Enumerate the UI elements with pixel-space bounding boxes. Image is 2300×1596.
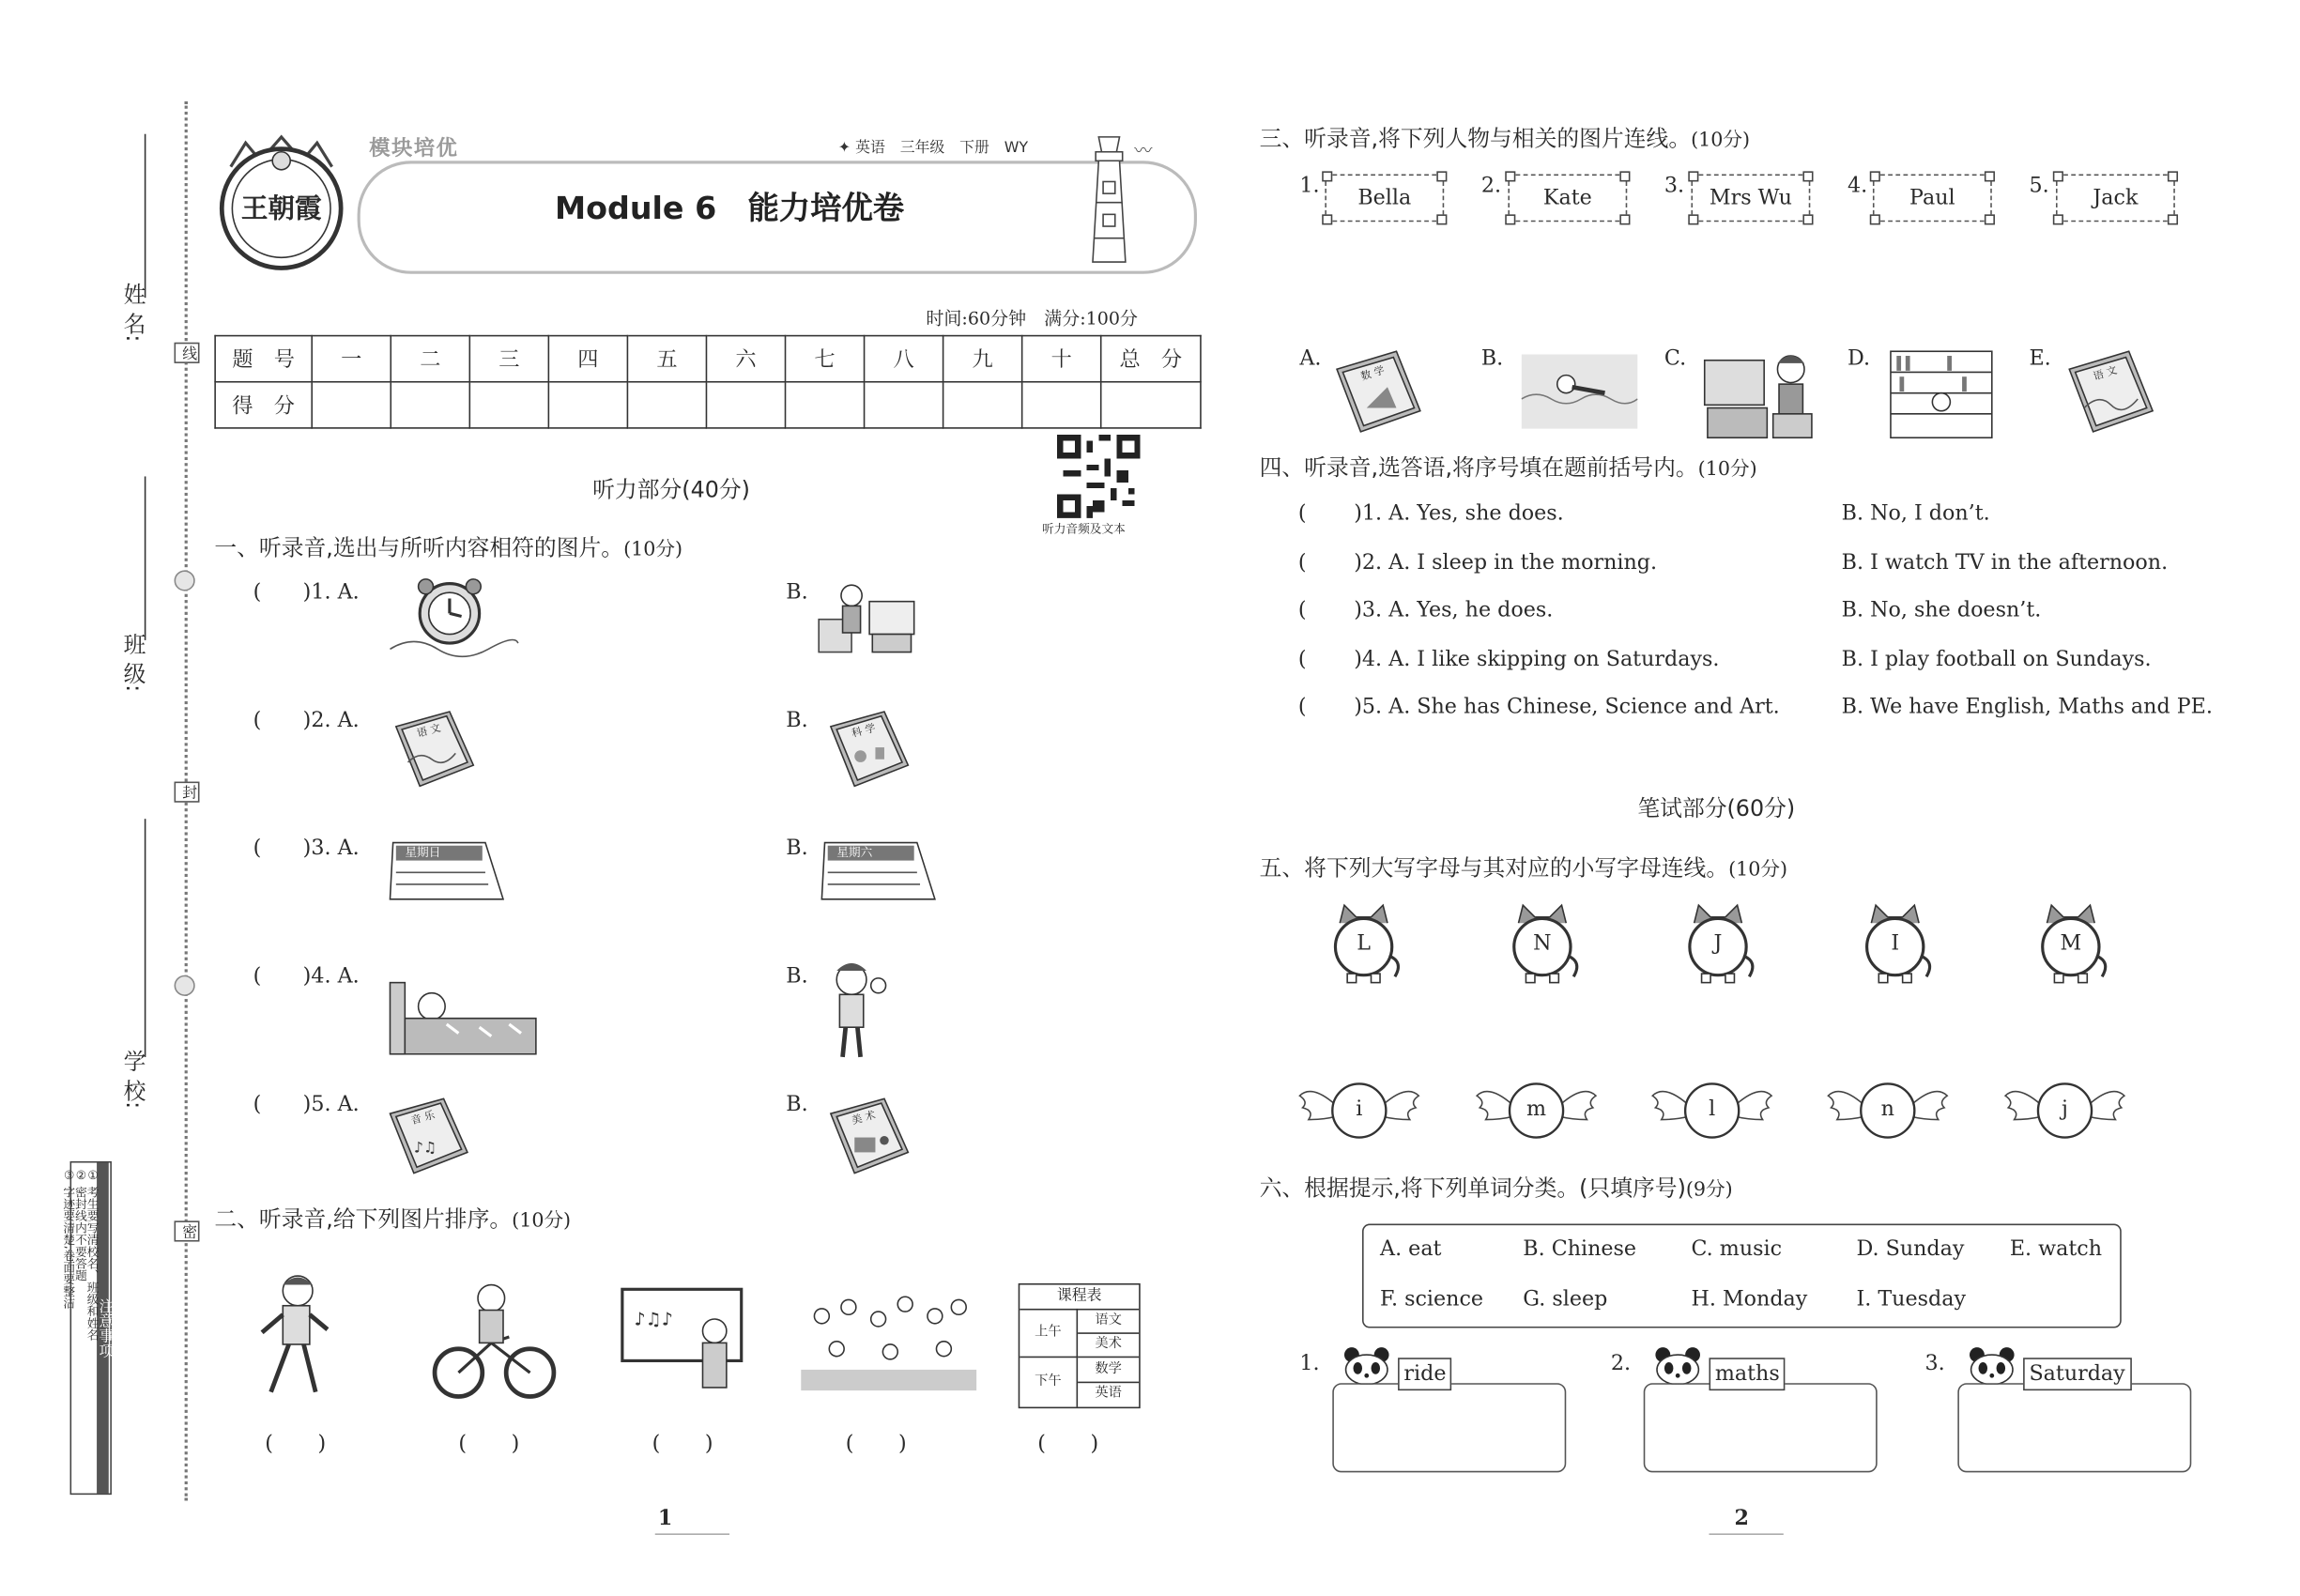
answer-paren[interactable]: ( )1. A. (253, 580, 360, 605)
answer-paren[interactable]: ( )3. A. (253, 836, 360, 861)
picture-letter: C. (1664, 346, 1687, 371)
score-cell: 六 (706, 336, 785, 382)
binding-hole (175, 975, 195, 996)
calendar-label: 星期日 (405, 845, 441, 860)
answer-paren[interactable]: ( )4. A. (253, 964, 360, 989)
item-number: 5. (1361, 695, 1383, 719)
page-number (658, 1507, 672, 1530)
timetable-subject: 数学 (1078, 1358, 1139, 1383)
person-number: 5. (2029, 174, 2049, 198)
item-number: 4. (311, 964, 331, 989)
lowercase-letter: l (1709, 1097, 1716, 1122)
uppercase-letter: I (1891, 931, 1900, 957)
person-name-box[interactable] (1508, 175, 1627, 223)
class-label: 班 级: (120, 632, 147, 693)
school-label: 学 校: (120, 1049, 147, 1110)
sunday-calendar-picture (387, 836, 506, 905)
order-paren[interactable]: ( ) (458, 1432, 520, 1456)
notice-item: ③ 字迹要清楚,卷面要整洁 (62, 1168, 76, 1310)
timetable-subject: 美术 (1078, 1332, 1139, 1358)
uppercase-letter: J (1713, 931, 1723, 957)
lowercase-letter: i (1356, 1097, 1363, 1122)
person-name-box[interactable] (1325, 175, 1444, 223)
book-label: 科 学 (850, 722, 878, 741)
section-2-title (214, 1203, 571, 1234)
section-3-points: (10分) (1691, 129, 1751, 152)
score-cell: 九 (943, 336, 1022, 382)
lighthouse-icon (1083, 131, 1134, 269)
section-2-text: 二、听录音,给下列图片排序。 (214, 1205, 513, 1234)
score-cell: 五 (627, 336, 706, 382)
word-option: C. music (1691, 1236, 1783, 1262)
option-b: B. No, she doesn’t. (1841, 598, 2042, 622)
notice-item: ② 密封线内不要答题 (74, 1168, 88, 1281)
score-input[interactable] (706, 382, 785, 428)
section-5-points: (10分) (1728, 859, 1788, 882)
option-label: B. (786, 1092, 808, 1117)
saturday-calendar-picture (819, 836, 938, 905)
order-paren[interactable]: ( ) (1037, 1432, 1099, 1456)
series-name: 模块培优 (369, 136, 459, 161)
score-cell: 一 (312, 336, 391, 382)
person-name: Mrs Wu (1709, 186, 1792, 210)
item-number: 2. (1361, 550, 1383, 575)
running-boy-picture (250, 1273, 339, 1401)
person-name-box[interactable] (1691, 175, 1810, 223)
uppercase-cat[interactable] (2033, 902, 2108, 986)
panda-icon (1342, 1346, 1392, 1385)
class-line (145, 476, 146, 639)
option-b: B. I watch TV in the afternoon. (1841, 550, 2169, 575)
answer-paren[interactable]: ( )5. A. (253, 1092, 360, 1117)
book-label: 语 文 (2092, 364, 2119, 383)
answer-paren[interactable]: ( )4. A. I like skipping on Saturdays. (1297, 647, 1720, 672)
score-input[interactable] (312, 382, 391, 428)
uppercase-cat[interactable] (1326, 902, 1401, 986)
score-cell: 得 分 (215, 382, 312, 428)
playground-children-picture (801, 1286, 976, 1393)
uppercase-cat[interactable] (1505, 902, 1579, 986)
brand-name: 王朝霞 (240, 193, 322, 225)
section-5-title (1260, 852, 1787, 882)
item-number: 1. (1361, 501, 1383, 526)
section-6-points: (9分) (1685, 1178, 1733, 1202)
lowercase-winged[interactable] (1296, 1078, 1421, 1143)
answer-paren[interactable]: ( )1. A. Yes, she does. (1297, 501, 1564, 526)
score-cell: 八 (865, 336, 943, 382)
lowercase-winged[interactable] (1649, 1078, 1774, 1143)
uppercase-letter: M (2060, 931, 2082, 957)
sleeping-child-picture (387, 974, 539, 1057)
timetable-period: 下午 (1020, 1358, 1078, 1406)
section-6-title (1260, 1172, 1733, 1203)
word-option: D. Sunday (1856, 1236, 1965, 1262)
score-input[interactable] (1101, 382, 1201, 428)
option-label: A. (337, 708, 360, 733)
word-option: H. Monday (1691, 1287, 1808, 1312)
page-number-underline (655, 1533, 729, 1535)
book-label: 语 文 (415, 722, 442, 741)
order-paren[interactable]: ( ) (652, 1432, 713, 1456)
word-option: F. science (1380, 1287, 1484, 1312)
score-input[interactable] (548, 382, 627, 428)
page-number-text: 2 (1734, 1506, 1749, 1531)
option-a: A. Yes, she does. (1388, 501, 1564, 526)
computer-boy-picture[interactable] (1702, 348, 1818, 440)
person-name: Jack (2093, 186, 2139, 210)
panda-icon (1652, 1346, 1703, 1385)
uppercase-cat[interactable] (1680, 902, 1755, 986)
person-name: Paul (1909, 186, 1955, 210)
music-book-picture (381, 1096, 473, 1179)
option-label: A. (337, 964, 360, 989)
section-3-title (1260, 122, 1750, 153)
lowercase-letter: j (2062, 1097, 2068, 1122)
cut-char-seal: 封 (175, 782, 200, 803)
swimming-picture[interactable] (1522, 354, 1638, 428)
lowercase-winged[interactable] (1474, 1078, 1599, 1143)
section-1-points: (10分) (623, 539, 683, 561)
section-4-title (1260, 451, 1757, 482)
notice-title: 注意事项 (97, 1163, 109, 1494)
option-label: B. (786, 580, 808, 605)
science-book-picture (821, 709, 913, 792)
sparkle-icon: ✦ (837, 140, 856, 157)
item-number: 2. (311, 708, 331, 733)
timetable-period: 上午 (1020, 1309, 1078, 1358)
item-number: 3. (311, 836, 331, 861)
score-row-numbers (215, 336, 1201, 382)
boy-watching-tv-picture (816, 577, 920, 658)
score-input[interactable] (391, 382, 469, 428)
page-title: Module 6 能力培优卷 (554, 190, 905, 227)
category-answer-box[interactable] (1957, 1383, 2191, 1472)
category-hint: Saturday (2023, 1358, 2131, 1390)
score-input[interactable] (786, 382, 865, 428)
uppercase-letter: N (1533, 931, 1552, 957)
uppercase-cat[interactable] (1858, 902, 1932, 986)
person-name-box[interactable] (2056, 175, 2175, 223)
word-option: E. watch (2009, 1236, 2103, 1262)
order-paren[interactable]: ( ) (845, 1432, 907, 1456)
category-number: 3. (1924, 1351, 1945, 1376)
item-number: 5. (311, 1092, 331, 1117)
subject-line (838, 134, 1028, 157)
alarm-clock-picture (384, 575, 521, 661)
lowercase-winged[interactable] (1825, 1078, 1950, 1143)
answer-paren[interactable]: ( )2. A. I sleep in the morning. (1297, 550, 1658, 575)
picture-letter: D. (1847, 346, 1871, 371)
option-label: A. (337, 1092, 360, 1117)
category-answer-box[interactable] (1332, 1383, 1566, 1472)
option-b: B. We have English, Maths and PE. (1841, 695, 2213, 719)
section-4-text: 四、听录音,选答语,将序号填在题前括号内。 (1259, 453, 1698, 482)
name-line (145, 134, 146, 298)
panda-icon (1967, 1346, 2017, 1385)
timetable (1019, 1283, 1141, 1408)
book-label: 音 乐 (409, 1109, 437, 1128)
notice-item: ① 考生要写清校名、班级和姓名 (85, 1168, 100, 1342)
timetable-title: 课程表 (1020, 1285, 1139, 1311)
person-name: Kate (1542, 186, 1592, 210)
option-label: B. (786, 836, 808, 861)
option-a: A. Yes, he does. (1388, 598, 1554, 622)
option-b: B. I play football on Sundays. (1841, 647, 2152, 672)
score-row-scores (215, 382, 1201, 428)
word-option: G. sleep (1523, 1287, 1608, 1312)
cut-char-tight: 密 (175, 1220, 200, 1241)
score-cell: 四 (548, 336, 627, 382)
book-label: 美 术 (850, 1109, 878, 1128)
music-class-picture (620, 1286, 747, 1390)
qr-code-icon[interactable] (1057, 435, 1141, 518)
chinese-book-picture[interactable] (2061, 348, 2159, 437)
score-cell: 十 (1022, 336, 1101, 382)
time-score: 时间:60分钟 满分:100分 (926, 308, 1138, 330)
timetable-subject: 语文 (1078, 1309, 1139, 1334)
written-header: 笔试部分(60分) (1637, 794, 1796, 822)
score-input[interactable] (865, 382, 943, 428)
art-book-picture (821, 1096, 913, 1179)
option-label: B. (786, 964, 808, 989)
boy-waking-picture (821, 959, 896, 1063)
person-number: 2. (1480, 174, 1502, 198)
option-a: A. I like skipping on Saturdays. (1388, 647, 1720, 672)
score-cell: 三 (469, 336, 548, 382)
section-1-title (214, 531, 682, 562)
cut-char-line: 线 (175, 343, 200, 363)
category-answer-box[interactable] (1644, 1383, 1878, 1472)
option-b: B. No, I don’t. (1841, 501, 1990, 526)
answer-paren[interactable]: ( )2. A. (253, 708, 360, 733)
timetable-subject: 英语 (1095, 1386, 1122, 1402)
chinese-book-picture (387, 709, 479, 792)
school-line (145, 819, 146, 1057)
score-cell: 二 (391, 336, 469, 382)
library-picture[interactable] (1888, 348, 1995, 440)
item-number: 4. (1361, 647, 1383, 672)
score-cell: 总 分 (1101, 336, 1201, 382)
brand-logo (213, 134, 350, 271)
answer-paren[interactable]: ( )5. A. She has Chinese, Science and Art. (1297, 695, 1780, 719)
category-hint: ride (1398, 1358, 1452, 1390)
score-input[interactable] (627, 382, 706, 428)
item-number: 3. (1361, 598, 1383, 622)
category-number: 2. (1610, 1351, 1632, 1376)
option-a: A. She has Chinese, Science and Art. (1388, 695, 1780, 719)
girl-riding-bike-picture (432, 1281, 557, 1403)
score-cell: 七 (786, 336, 865, 382)
score-input[interactable] (1022, 382, 1101, 428)
order-paren[interactable]: ( ) (265, 1432, 327, 1456)
section-4-points: (10分) (1697, 458, 1757, 482)
person-number: 1. (1299, 174, 1320, 198)
section-1-text: 一、听录音,选出与所听内容相符的图片。 (214, 534, 624, 561)
picture-letter: A. (1299, 346, 1322, 371)
page-number-underline (1709, 1533, 1783, 1535)
answer-paren[interactable]: ( )3. A. Yes, he does. (1297, 598, 1554, 622)
score-table (214, 335, 1201, 429)
binding-hole (175, 570, 195, 591)
section-5-text: 五、将下列大写字母与其对应的小写字母连线。 (1259, 854, 1729, 882)
person-number: 3. (1664, 174, 1685, 198)
page-number-text: 1 (657, 1506, 673, 1531)
svg-text:♪♫♪: ♪♫♪ (634, 1309, 673, 1330)
person-name-box[interactable] (1873, 175, 1992, 223)
notice-box (62, 1161, 112, 1495)
score-input[interactable] (943, 382, 1022, 428)
page-number (1734, 1507, 1748, 1530)
bird-icon: 〰 (1134, 140, 1153, 161)
word-option: I. Tuesday (1856, 1287, 1967, 1312)
person-name: Bella (1357, 186, 1412, 210)
subject-text: 英语 三年级 下册 WY (855, 140, 1029, 157)
lowercase-letter: m (1526, 1097, 1547, 1122)
category-hint: maths (1709, 1358, 1786, 1390)
svg-text:♪♫: ♪♫ (413, 1138, 437, 1157)
picture-letter: E. (2029, 346, 2051, 371)
lowercase-winged[interactable] (2002, 1078, 2127, 1143)
option-label: B. (786, 708, 808, 733)
maths-book-picture[interactable] (1328, 348, 1427, 437)
calendar-label: 星期六 (836, 845, 873, 860)
book-label: 数 学 (1359, 364, 1387, 383)
uppercase-letter: L (1357, 931, 1371, 957)
name-label: 姓 名: (120, 283, 147, 343)
word-option: A. eat (1380, 1236, 1442, 1262)
section-3-text: 三、听录音,将下列人物与相关的图片连线。 (1259, 125, 1692, 152)
category-number: 1. (1299, 1351, 1320, 1376)
section-2-points: (10分) (512, 1210, 572, 1234)
person-number: 4. (1847, 174, 1868, 198)
item-number: 1. (311, 580, 331, 605)
word-option: B. Chinese (1523, 1236, 1637, 1262)
option-label: A. (337, 580, 360, 605)
picture-letter: B. (1480, 346, 1504, 371)
listening-header: 听力部分(40分) (592, 476, 750, 504)
qr-caption: 听力音频及文本 (1042, 522, 1126, 536)
option-label: A. (337, 836, 360, 861)
option-a: A. I sleep in the morning. (1388, 550, 1658, 575)
score-cell: 题 号 (215, 336, 312, 382)
score-input[interactable] (469, 382, 548, 428)
lowercase-letter: n (1880, 1097, 1894, 1122)
section-6-text: 六、根据提示,将下列单词分类。(只填序号) (1259, 1174, 1686, 1202)
